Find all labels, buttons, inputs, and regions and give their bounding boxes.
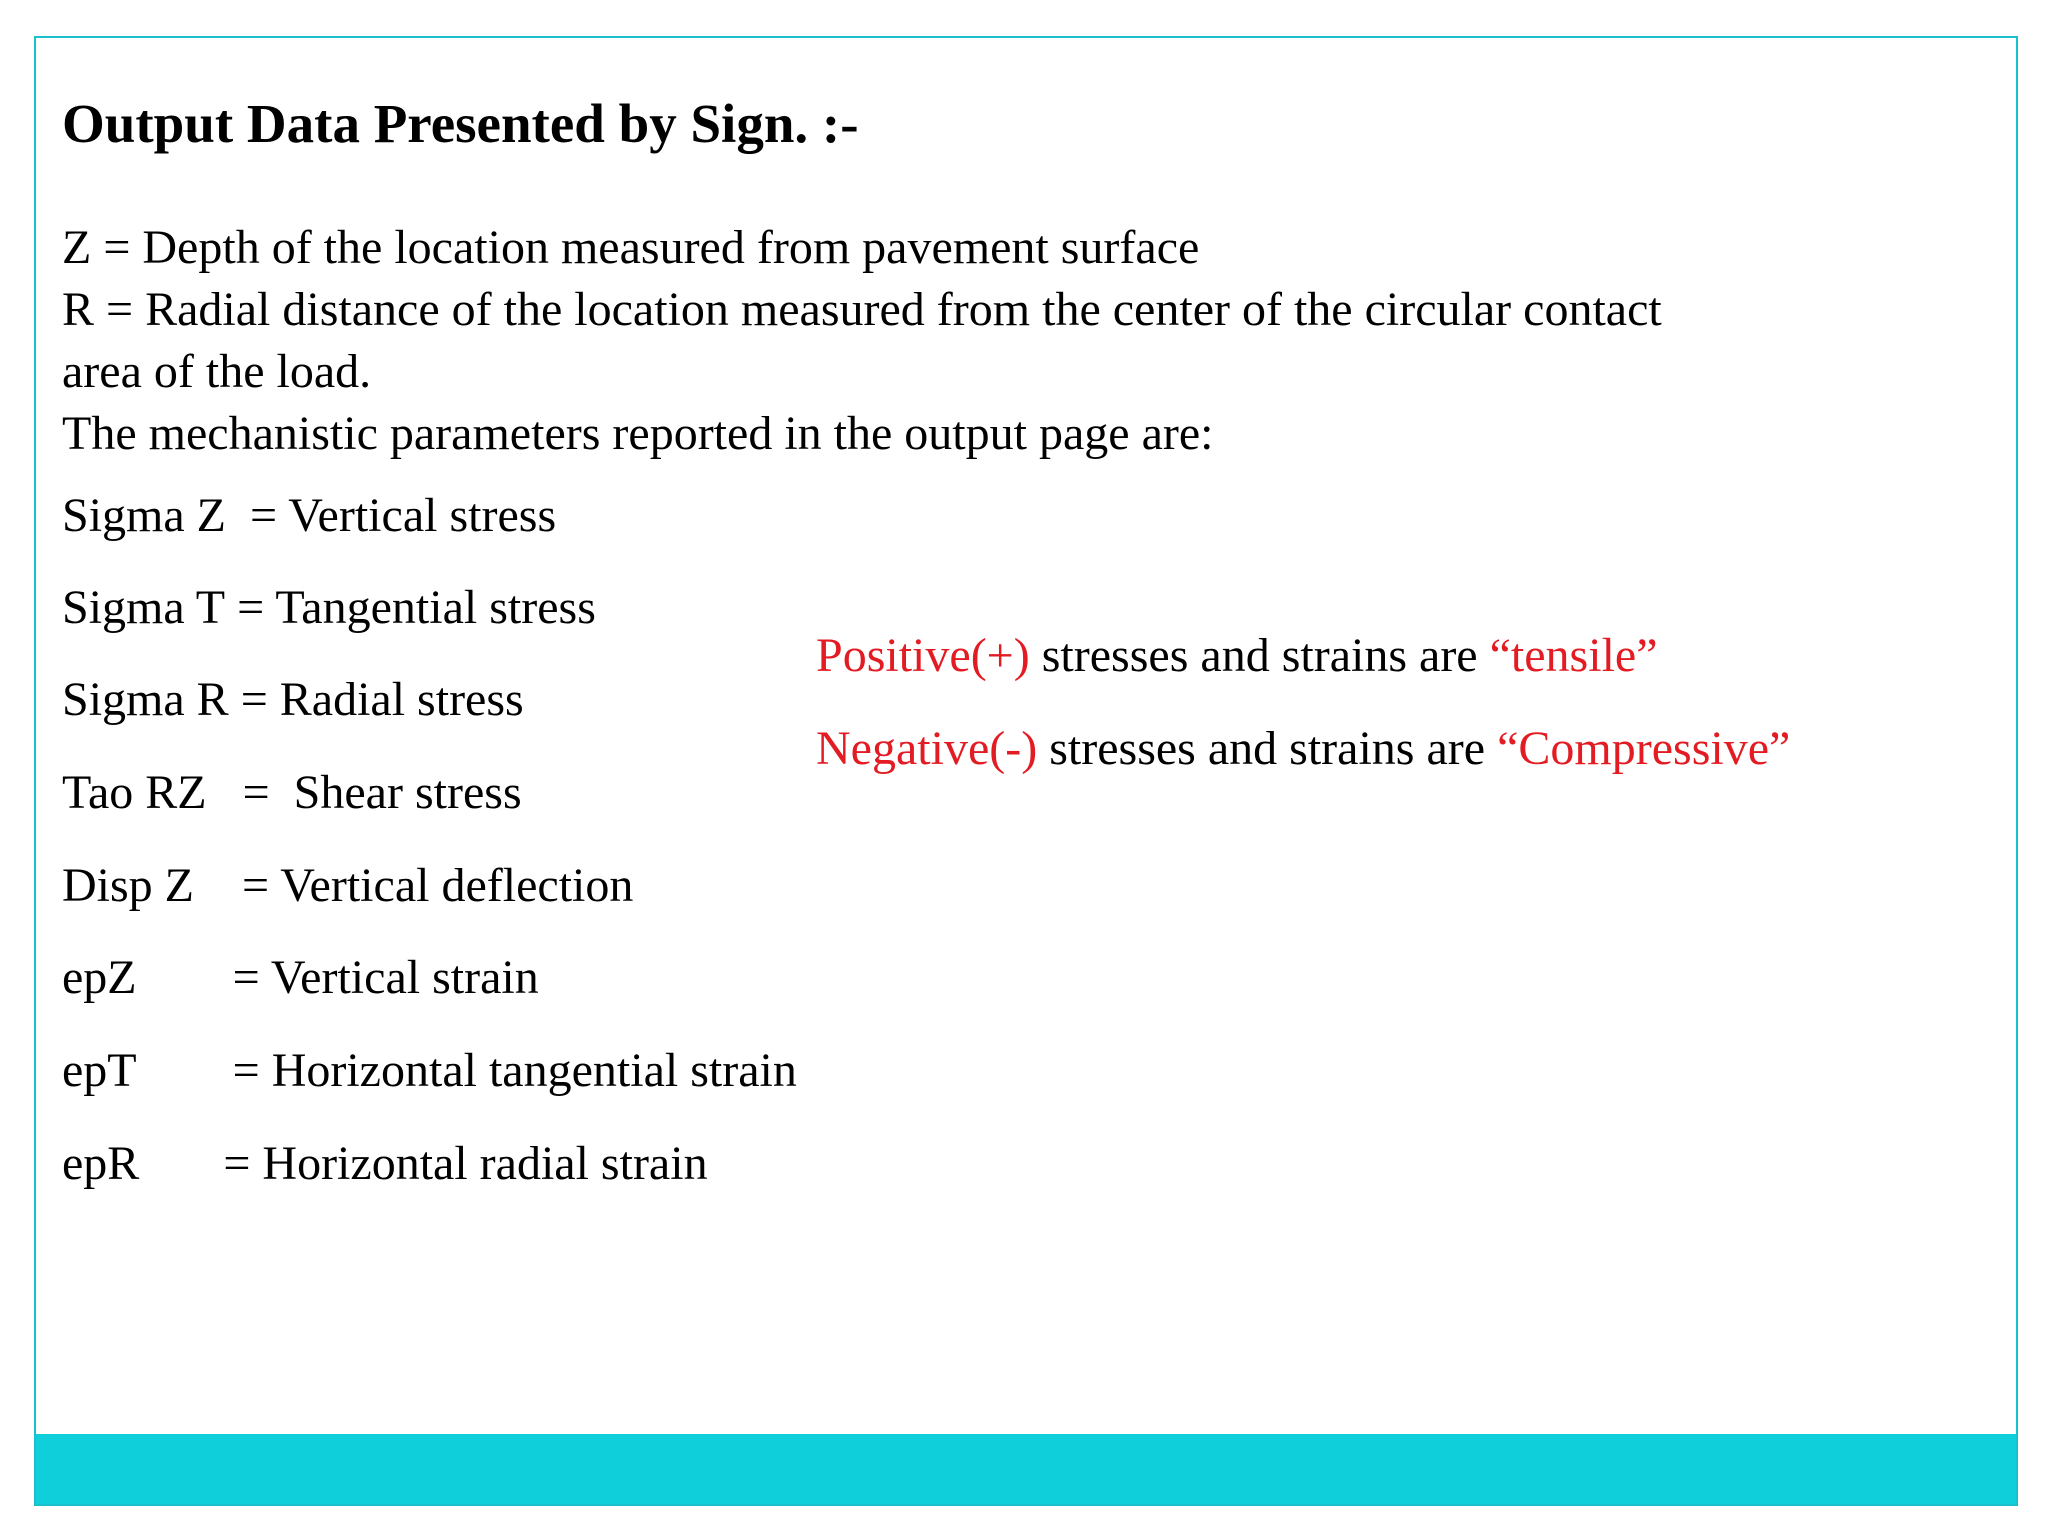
param-definition: = Horizontal radial strain — [139, 1137, 708, 1190]
definition-z: Z = Depth of the location measured from pavement surface — [62, 221, 1200, 274]
param-definition: = Vertical deflection — [206, 859, 634, 912]
negative-sign-note — [816, 719, 1790, 779]
param-definition: = Horizontal tangential strain — [136, 1044, 797, 1097]
param-sigma-t — [62, 578, 596, 638]
param-symbol: Sigma R — [62, 673, 229, 726]
param-sigma-z — [62, 486, 556, 546]
param-sigma-r — [62, 670, 524, 730]
param-symbol: epT — [62, 1044, 137, 1097]
param-symbol: Disp Z — [62, 859, 206, 912]
negative-term: “Compressive” — [1497, 722, 1791, 775]
positive-sign-note — [816, 626, 1658, 686]
slide-title: Output Data Presented by Sign. :- — [62, 93, 859, 154]
definition-r: R = Radial distance of the location measured from the center of the circular contact — [62, 283, 1662, 336]
param-tao-rz — [62, 763, 522, 823]
negative-middle-text: stresses and strains are — [1037, 722, 1498, 775]
param-epr — [62, 1134, 708, 1194]
positive-term: “tensile” — [1489, 629, 1658, 682]
param-symbol: Tao RZ — [62, 766, 219, 819]
param-definition: = Radial stress — [228, 673, 524, 726]
negative-label: Negative(-) — [816, 722, 1038, 775]
param-symbol: epR — [62, 1137, 140, 1190]
param-definition: = Vertical stress — [238, 489, 557, 542]
positive-middle-text: stresses and strains are — [1029, 629, 1490, 682]
param-symbol: Sigma T — [62, 581, 226, 634]
param-disp-z — [62, 856, 633, 916]
param-symbol: Sigma Z — [62, 489, 238, 542]
param-definition: = Shear stress — [218, 766, 522, 819]
param-symbol: epZ — [62, 951, 137, 1004]
param-definition: = Tangential stress — [225, 581, 596, 634]
param-epz — [62, 948, 539, 1008]
param-ept — [62, 1041, 797, 1101]
parameters-intro: The mechanistic parameters reported in the output page are: — [62, 407, 1214, 460]
positive-label: Positive(+) — [816, 629, 1030, 682]
definition-r-continued: area of the load. — [62, 345, 372, 398]
bottom-accent-bar — [36, 1434, 2016, 1504]
param-definition: = Vertical strain — [136, 951, 539, 1004]
